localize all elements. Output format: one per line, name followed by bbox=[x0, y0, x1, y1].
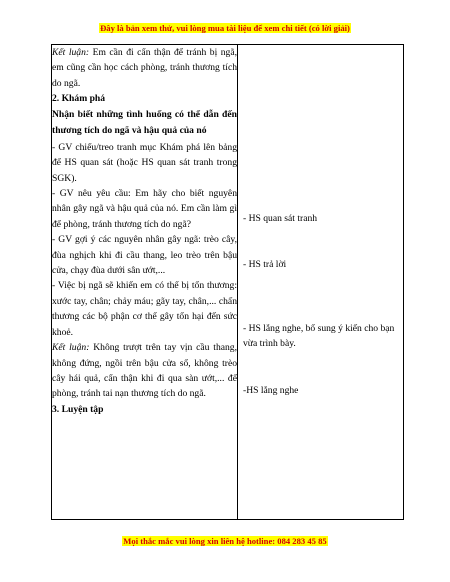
student-activities-cell bbox=[238, 45, 404, 520]
student-response-1: - HS quan sát tranh bbox=[243, 213, 318, 224]
conclusion-text-2: Không trượt trên tay vịn cầu thang, không đứng, ngồi trên bậu cửa sổ, không trèo cây hái quả, cẩn thận khi đi qua sàn ướt,... để phòng, tránh tai nạn thương tích do ngã. bbox=[52, 342, 237, 400]
hotline-banner-text: Mọi thắc mắc vui lòng xin liên hệ hotline: 084 283 45 85 bbox=[123, 536, 327, 546]
student-response-4: -HS lắng nghe bbox=[243, 385, 299, 396]
step-3: - GV gợi ý các nguyên nhân gây ngã: trèo cây, đùa nghịch khi đi cầu thang, leo trèo trên bậu cửa, chạy đùa dưới sân ướt,... bbox=[52, 234, 237, 277]
student-response-3: - HS lắng nghe, bổ sung ý kiến cho bạn vừa trình bày. bbox=[243, 323, 395, 350]
step-1: - GV chiếu/treo tranh mục Khám phá lên bảng để HS quan sát (hoặc HS quan sát tranh trong SGK). bbox=[52, 141, 237, 184]
step-2: - GV nêu yêu cầu: Em hãy cho biết nguyên nhân gây ngã và hậu quả của nó. Em cần làm gì để phòng, tránh thương tích do ngã? bbox=[52, 188, 237, 230]
table-row bbox=[52, 45, 404, 520]
section-3-title: 3. Luyện tập bbox=[52, 403, 104, 415]
conclusion-label-2: Kết luận: bbox=[52, 342, 90, 354]
step-4: - Việc bị ngã sẽ khiến em có thể bị tổn thương: xước tay, chân; chảy máu; gãy tay, chân,... chấn thương các bộ phận cơ thể gây tổn hại đến sức khoẻ. bbox=[52, 280, 237, 338]
conclusion-paragraph-1 bbox=[52, 45, 237, 91]
conclusion-paragraph-2 bbox=[52, 340, 237, 402]
conclusion-text-1: Em cần đi cẩn thận để tránh bị ngã, em cũng cần học cách phòng, tránh thương tích do ngã. bbox=[52, 47, 237, 89]
hotline-banner bbox=[0, 536, 450, 547]
preview-banner-text: Đây là bản xem thử, vui lòng mua tài liệu để xem chi tiết (có lời giải) bbox=[100, 23, 350, 33]
student-response-2: - HS trả lời bbox=[243, 259, 287, 270]
teacher-activities-cell bbox=[52, 45, 238, 520]
section-2-subtitle: Nhận biết những tình huống có thể dẫn đến thương tích do ngã và hậu quả của nó bbox=[52, 108, 237, 137]
section-2-title: 2. Khám phá bbox=[52, 93, 106, 105]
conclusion-label-1: Kết luận: bbox=[52, 47, 90, 58]
lesson-table bbox=[51, 44, 404, 520]
preview-banner bbox=[0, 23, 450, 34]
